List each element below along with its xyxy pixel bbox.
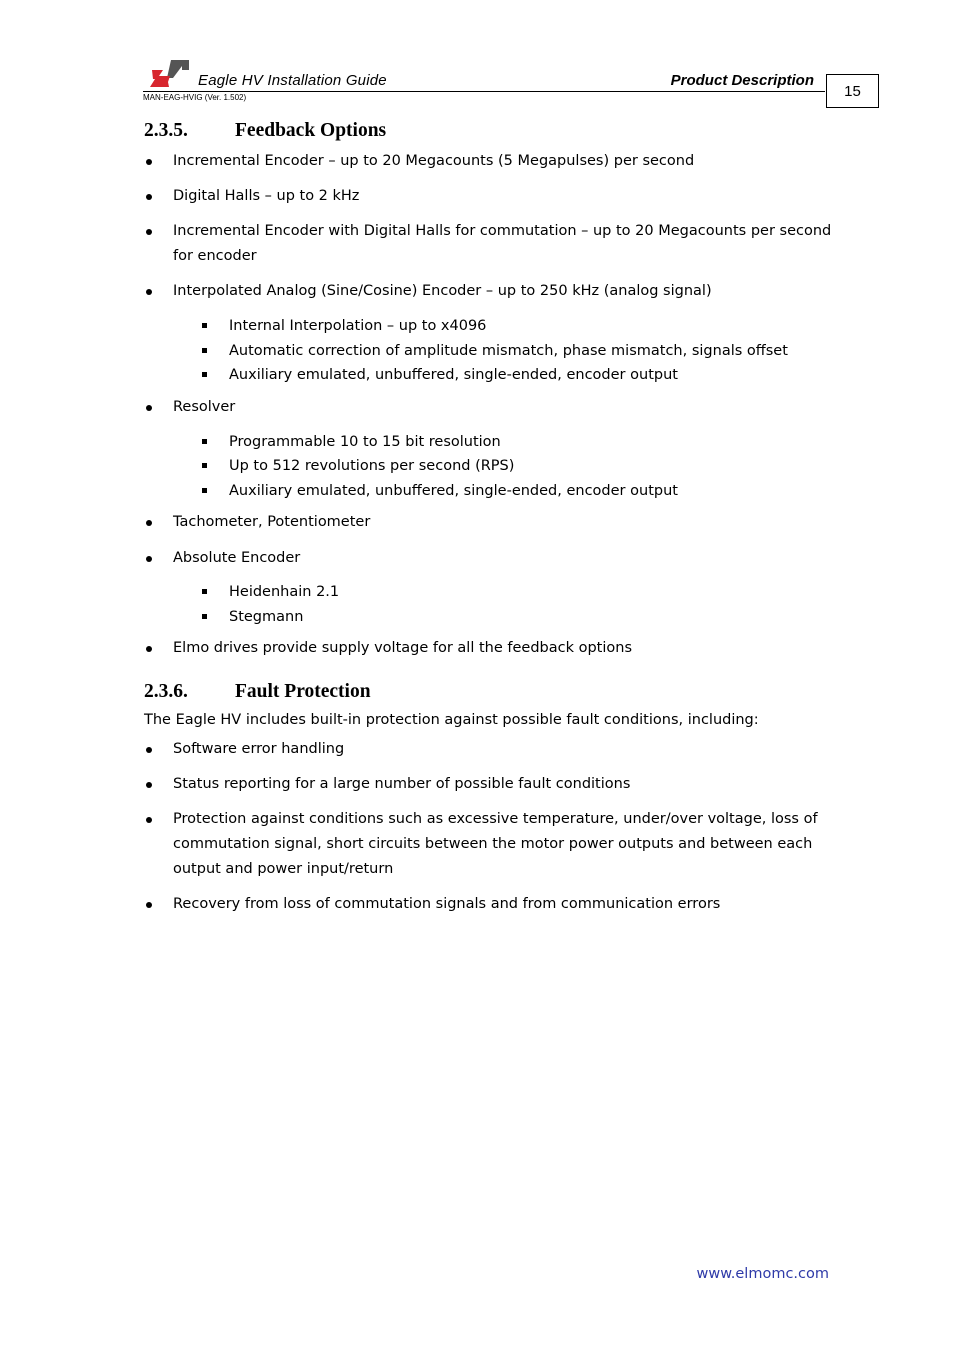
sub-list-item: Programmable 10 to 15 bit resolution xyxy=(173,430,834,455)
section-heading xyxy=(144,120,834,142)
list-item: Elmo drives provide supply voltage for all the feedback options xyxy=(144,636,834,661)
sub-list-item: Internal Interpolation – up to x4096 xyxy=(173,314,834,339)
page-content xyxy=(144,120,834,917)
list-item: Status reporting for a large number of possible fault conditions xyxy=(144,772,834,797)
sub-list-item: Stegmann xyxy=(173,605,834,630)
list-item: Protection against conditions such as excessive temperature, under/over voltage, loss of commutation signal, short circuits between the motor power outputs and between each output and power input/return xyxy=(144,807,834,882)
sub-list-item: Up to 512 revolutions per second (RPS) xyxy=(173,454,834,479)
document-title: Eagle HV Installation Guide xyxy=(198,72,387,89)
list-item: Resolver Programmable 10 to 15 bit resolution Up to 512 revolutions per second (RPS) Auxiliary emulated, unbuffered, single-ended, encoder output xyxy=(144,395,834,504)
list-item: Software error handling xyxy=(144,737,834,762)
list-item: Incremental Encoder with Digital Halls for commutation – up to 20 Megacounts per second for encoder xyxy=(144,219,834,269)
feedback-options-list xyxy=(144,149,834,661)
sub-list-item: Heidenhain 2.1 xyxy=(173,580,834,605)
section-intro: The Eagle HV includes built-in protection against possible fault conditions, including: xyxy=(144,712,759,728)
list-item: Digital Halls – up to 2 kHz xyxy=(144,184,834,209)
page-number: 15 xyxy=(826,74,879,108)
list-item: Incremental Encoder – up to 20 Megacounts (5 Megapulses) per second xyxy=(144,149,834,174)
header-rule xyxy=(143,91,825,92)
list-item: Interpolated Analog (Sine/Cosine) Encoder – up to 250 kHz (analog signal) Internal Interpolation – up to x4096 Automatic correction of amplitude mismatch, phase mismatch, signals offset Auxiliary emulated, unbuffered, single-ended, encoder output xyxy=(144,279,834,388)
section-title: Fault Protection xyxy=(235,681,371,702)
sub-list xyxy=(173,430,834,504)
section-title: Feedback Options xyxy=(235,120,387,141)
list-item: Recovery from loss of commutation signals and from communication errors xyxy=(144,892,834,917)
sub-list-item: Automatic correction of amplitude mismatch, phase mismatch, signals offset xyxy=(173,339,834,364)
section-heading xyxy=(144,681,834,703)
sub-list-item: Auxiliary emulated, unbuffered, single-ended, encoder output xyxy=(173,479,834,504)
document-version: MAN-EAG-HVIG (Ver. 1.502) xyxy=(143,93,247,102)
list-item: Absolute Encoder Heidenhain 2.1 Stegmann xyxy=(144,546,834,629)
list-item: Tachometer, Potentiometer xyxy=(144,510,834,535)
section-number: 2.3.6. xyxy=(144,681,188,702)
sub-list-item: Auxiliary emulated, unbuffered, single-ended, encoder output xyxy=(173,363,834,388)
footer-website-link[interactable]: www.elmomc.com xyxy=(696,1266,829,1282)
sub-list xyxy=(173,314,834,388)
section-number: 2.3.5. xyxy=(144,120,188,141)
sub-list xyxy=(173,580,834,629)
page-header xyxy=(143,56,881,112)
fault-protection-list xyxy=(144,737,834,917)
header-section-title: Product Description xyxy=(670,72,814,89)
elmo-logo-icon xyxy=(149,58,189,88)
